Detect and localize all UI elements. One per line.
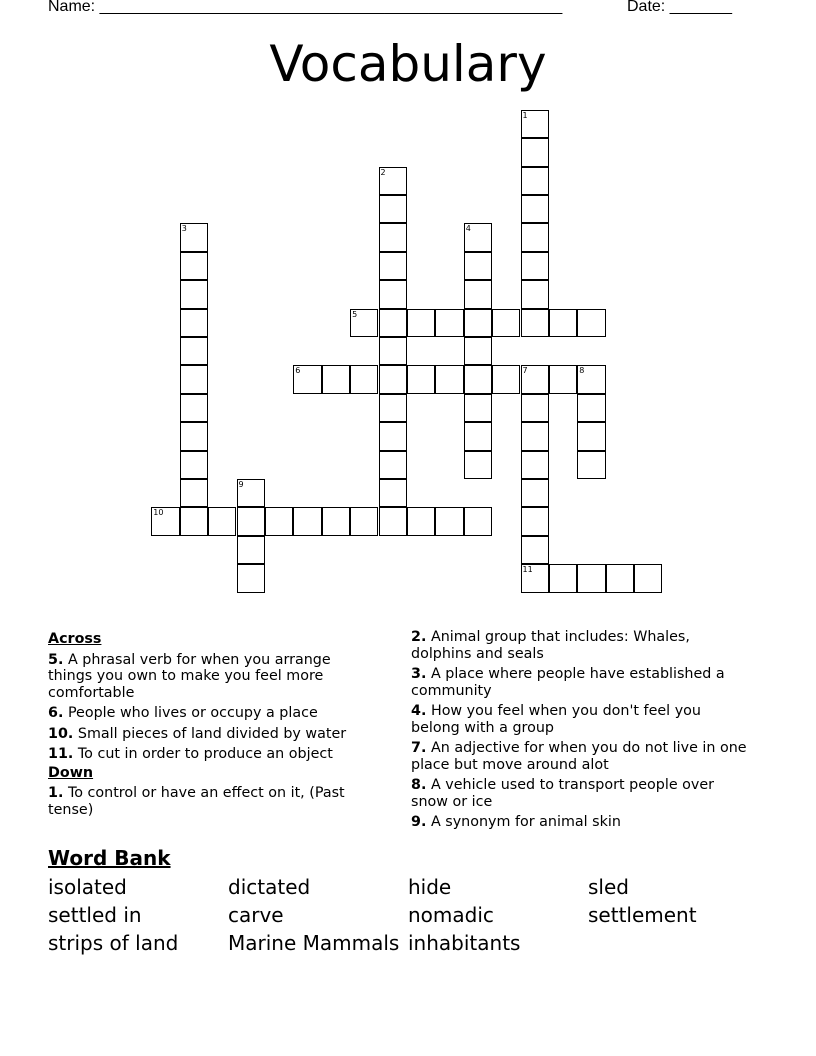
crossword-cell[interactable] <box>180 394 208 422</box>
cell-number: 1 <box>522 110 528 120</box>
cell-number: 5 <box>352 309 358 319</box>
crossword-cell[interactable] <box>180 280 208 308</box>
clue-number: 7. <box>411 740 427 756</box>
crossword-cell[interactable] <box>237 536 265 564</box>
crossword-cell[interactable] <box>521 138 549 166</box>
crossword-cell[interactable] <box>521 309 549 337</box>
clue-item <box>48 746 378 763</box>
clue-item <box>48 726 378 743</box>
crossword-cell[interactable] <box>180 309 208 337</box>
word-bank-title: Word Bank <box>48 846 171 870</box>
clue-text: A phrasal verb for when you arrange things you own to make you feel more comfortable <box>48 651 331 701</box>
crossword-cell[interactable] <box>379 167 407 195</box>
clue-item <box>411 740 751 773</box>
crossword-cell[interactable] <box>521 479 549 507</box>
cell-number: 10 <box>153 508 164 518</box>
crossword-cell[interactable] <box>265 507 293 535</box>
crossword-cell[interactable] <box>577 309 605 337</box>
crossword-cell[interactable] <box>521 365 549 393</box>
clue-text: A vehicle used to transport people over snow or ice <box>411 777 715 810</box>
crossword-cell[interactable] <box>464 337 492 365</box>
crossword-cell[interactable] <box>521 167 549 195</box>
crossword-cell[interactable] <box>180 479 208 507</box>
word-bank-item: hide <box>408 875 452 899</box>
crossword-cell[interactable] <box>521 536 549 564</box>
crossword-cell[interactable] <box>577 422 605 450</box>
word-bank-item: carve <box>228 903 284 927</box>
cell-number: 3 <box>181 224 187 234</box>
crossword-cell[interactable] <box>379 309 407 337</box>
crossword-cell[interactable] <box>521 507 549 535</box>
word-bank-item: inhabitants <box>408 931 521 955</box>
crossword-cell[interactable] <box>379 479 407 507</box>
clue-text: Small pieces of land divided by water <box>77 725 347 742</box>
clue-text: A synonym for animal skin <box>430 814 621 830</box>
crossword-cell[interactable] <box>379 451 407 479</box>
crossword-cell[interactable] <box>521 564 549 592</box>
clues-left-column <box>48 629 378 818</box>
crossword-cell[interactable] <box>521 280 549 308</box>
crossword-cell[interactable] <box>180 252 208 280</box>
crossword-cell[interactable] <box>208 507 236 535</box>
crossword-cell[interactable] <box>322 507 350 535</box>
clue-number: 6. <box>48 705 64 721</box>
clue-number: 10. <box>48 725 74 742</box>
crossword-cell[interactable] <box>521 394 549 422</box>
crossword-cell[interactable] <box>180 337 208 365</box>
clue-number: 1. <box>48 785 64 801</box>
word-bank-item: isolated <box>48 875 127 899</box>
crossword-cell[interactable] <box>634 564 662 592</box>
cell-number: 2 <box>380 167 386 177</box>
crossword-cell[interactable] <box>464 252 492 280</box>
crossword-cell[interactable] <box>464 394 492 422</box>
crossword-cell[interactable] <box>464 422 492 450</box>
crossword-cell[interactable] <box>549 564 577 592</box>
cell-number: 9 <box>238 480 244 489</box>
crossword-cell[interactable] <box>435 309 463 337</box>
crossword-cell[interactable] <box>293 507 321 535</box>
clue-number: 2. <box>411 629 427 645</box>
crossword-cell[interactable] <box>379 195 407 223</box>
crossword-cell[interactable] <box>521 223 549 251</box>
page-title: Vocabulary <box>269 35 547 93</box>
crossword-cell[interactable] <box>379 252 407 280</box>
clue-text: To cut in order to produce an object <box>77 746 333 762</box>
crossword-cell[interactable] <box>464 309 492 337</box>
crossword-cell[interactable] <box>464 365 492 393</box>
crossword-cell[interactable] <box>237 479 265 507</box>
cell-number: 11 <box>522 565 533 575</box>
crossword-cell[interactable] <box>577 394 605 422</box>
crossword-cell[interactable] <box>379 507 407 535</box>
crossword-cell[interactable] <box>577 365 605 393</box>
crossword-cell[interactable] <box>407 507 435 535</box>
clue-item <box>48 785 378 818</box>
clue-item <box>48 652 378 702</box>
crossword-cell[interactable] <box>521 422 549 450</box>
crossword-cell[interactable] <box>407 309 435 337</box>
crossword-cell[interactable] <box>322 365 350 393</box>
crossword-cell[interactable] <box>492 309 520 337</box>
clue-item <box>48 705 378 722</box>
across-heading: Across <box>48 631 102 647</box>
clue-number: 11. <box>48 746 74 762</box>
crossword-cell[interactable] <box>379 365 407 393</box>
crossword-cell[interactable] <box>521 451 549 479</box>
clue-number: 8. <box>411 777 427 793</box>
clue-number: 4. <box>411 703 427 719</box>
crossword-cell[interactable] <box>180 365 208 393</box>
crossword-cell[interactable] <box>237 564 265 592</box>
crossword-cell[interactable] <box>464 280 492 308</box>
word-bank-item: strips of land <box>48 931 179 955</box>
crossword-cell[interactable] <box>350 309 378 337</box>
clue-text: Animal group that includes: Whales, dolphins and seals <box>411 629 690 662</box>
crossword-cell[interactable] <box>180 223 208 251</box>
crossword-cell[interactable] <box>521 195 549 223</box>
crossword-cell[interactable] <box>379 280 407 308</box>
clue-text: People who lives or occupy a place <box>67 705 318 721</box>
crossword-cell[interactable] <box>549 309 577 337</box>
crossword-cell[interactable] <box>379 422 407 450</box>
clue-text: How you feel when you don't feel you belong with a group <box>411 703 701 736</box>
crossword-cell[interactable] <box>464 451 492 479</box>
crossword-cell[interactable] <box>464 507 492 535</box>
crossword-cell[interactable] <box>180 422 208 450</box>
clue-number: 9. <box>411 814 427 830</box>
crossword-cell[interactable] <box>350 507 378 535</box>
word-bank-item: dictated <box>228 875 311 899</box>
crossword-cell[interactable] <box>350 365 378 393</box>
clue-item <box>411 666 751 699</box>
clue-number: 5. <box>48 651 64 668</box>
crossword-cell[interactable] <box>492 365 520 393</box>
crossword-cell[interactable] <box>435 365 463 393</box>
down-heading: Down <box>48 764 94 781</box>
word-bank-item: Marine Mammals <box>228 931 400 955</box>
word-bank-item: sled <box>588 875 629 899</box>
crossword-cell[interactable] <box>180 507 208 535</box>
word-bank-item: settlement <box>588 903 697 927</box>
crossword-cell[interactable] <box>521 252 549 280</box>
crossword-cell[interactable] <box>464 223 492 251</box>
crossword-cell[interactable] <box>237 507 265 535</box>
clue-text: A place where people have established a community <box>411 666 725 699</box>
clue-number: 3. <box>411 666 427 682</box>
clues-right-column <box>411 629 751 831</box>
clue-item <box>411 629 751 662</box>
clue-text: An adjective for when you do not live in one place but move around alot <box>411 740 747 773</box>
clue-text: To control or have an effect on it, (Past tense) <box>48 785 345 818</box>
crossword-cell[interactable] <box>379 223 407 251</box>
crossword-cell[interactable] <box>379 394 407 422</box>
crossword-cell[interactable] <box>407 365 435 393</box>
cell-number: 4 <box>465 224 471 234</box>
clue-item <box>411 814 751 831</box>
cell-number: 8 <box>579 366 585 376</box>
word-bank-item: settled in <box>48 903 142 927</box>
crossword-cell[interactable] <box>379 337 407 365</box>
clue-item <box>411 703 751 736</box>
name-field[interactable]: Name: ____________________________________________________ <box>48 0 563 15</box>
cell-number: 6 <box>295 366 301 376</box>
word-bank-item: nomadic <box>408 903 494 927</box>
cell-number: 7 <box>522 366 528 376</box>
crossword-cell[interactable] <box>549 365 577 393</box>
date-field[interactable]: Date: _______ <box>627 0 732 15</box>
crossword-cell[interactable] <box>293 365 321 393</box>
crossword-cell[interactable] <box>606 564 634 592</box>
crossword-cell[interactable] <box>521 110 549 138</box>
crossword-cell[interactable] <box>435 507 463 535</box>
crossword-cell[interactable] <box>180 451 208 479</box>
clue-item <box>411 777 751 810</box>
word-bank-list <box>48 873 768 957</box>
crossword-cell[interactable] <box>577 564 605 592</box>
crossword-cell[interactable] <box>151 507 179 535</box>
crossword-cell[interactable] <box>577 451 605 479</box>
word-bank <box>48 845 768 957</box>
